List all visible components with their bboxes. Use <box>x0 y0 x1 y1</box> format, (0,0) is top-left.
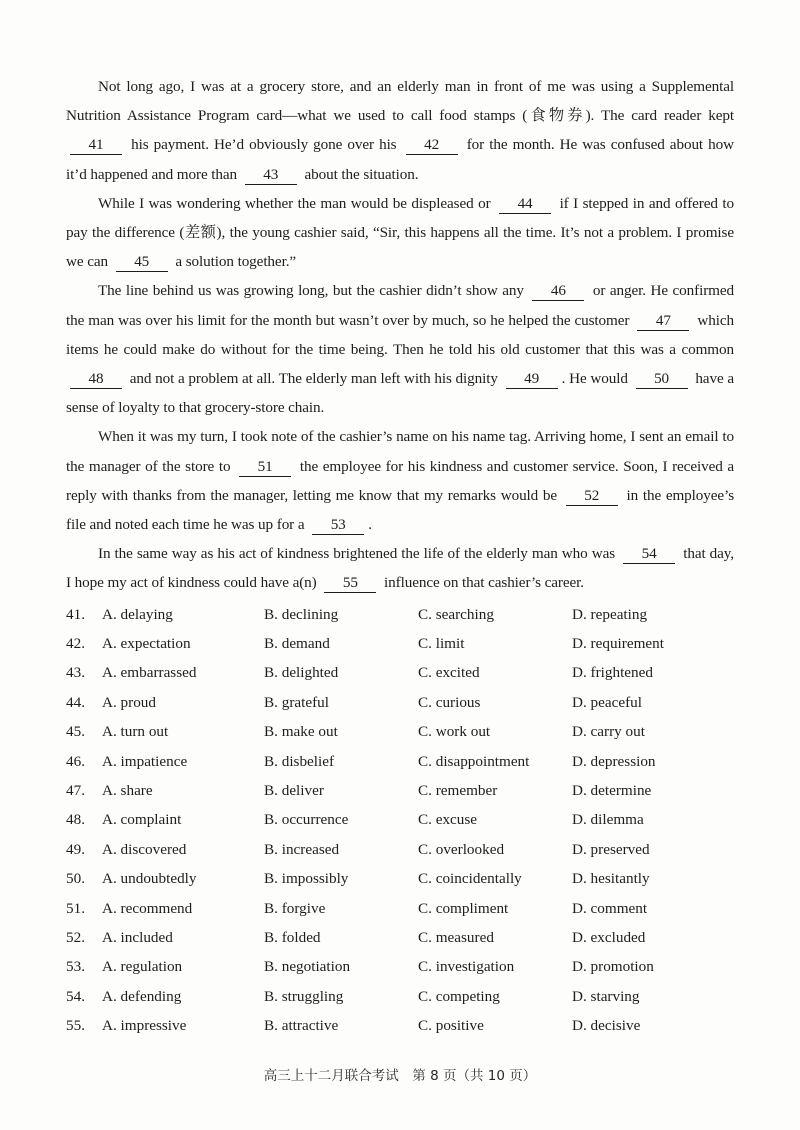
question-number: 53. <box>66 958 85 976</box>
option-a: A. proud <box>102 693 156 711</box>
text-segment: Not long ago, I was at a grocery store, and an elderly man in front of me was using a Supplemental Nutrition Assistance Program card—what we used to call food stamps (食物券). The card reader kept <box>66 78 734 125</box>
option-row-42 <box>66 629 734 658</box>
option-c: C. excuse <box>418 811 478 829</box>
option-d: D. hesitantly <box>572 870 650 888</box>
option-d: D. peaceful <box>572 693 642 711</box>
question-number: 50. <box>66 870 85 888</box>
blank-45: 45 <box>116 253 168 272</box>
option-b: B. occurrence <box>264 811 349 829</box>
option-c: C. excited <box>418 664 480 682</box>
blank-51: 51 <box>239 458 291 477</box>
option-b: B. deliver <box>264 782 324 800</box>
text-segment: in the employee’s file and noted each time he was up for a <box>66 486 734 534</box>
paragraph-3 <box>66 276 734 422</box>
option-d: D. dilemma <box>572 811 644 829</box>
option-c: C. investigation <box>418 958 515 976</box>
option-b: B. disbelief <box>264 752 335 770</box>
blank-47: 47 <box>637 312 689 331</box>
option-d: D. requirement <box>572 635 664 653</box>
option-a: A. defending <box>102 987 182 1005</box>
question-number: 48. <box>66 811 85 829</box>
option-a: A. regulation <box>102 958 183 976</box>
option-c: C. work out <box>418 723 491 741</box>
option-row-51 <box>66 894 734 923</box>
option-d: D. frightened <box>572 664 653 682</box>
option-d: D. repeating <box>572 605 648 623</box>
option-a: A. impatience <box>102 752 188 770</box>
blank-52: 52 <box>566 487 618 506</box>
question-number: 45. <box>66 723 85 741</box>
option-d: D. starving <box>572 987 640 1005</box>
question-number: 41. <box>66 605 85 623</box>
option-b: B. increased <box>264 840 340 858</box>
option-c: C. searching <box>418 605 494 623</box>
option-b: B. negotiation <box>264 958 351 976</box>
blank-53: 53 <box>312 516 364 535</box>
option-row-48 <box>66 806 734 835</box>
option-c: C. overlooked <box>418 840 505 858</box>
blank-41: 41 <box>70 136 122 155</box>
option-c: C. disappointment <box>418 752 530 770</box>
text-segment: which items he could make do without for the time being. Then he told his old customer that this was a common <box>66 311 734 358</box>
question-number: 42. <box>66 635 85 653</box>
option-a: A. included <box>102 928 173 946</box>
option-b: B. demand <box>264 635 330 653</box>
text-segment: The line behind us was growing long, but the cashier didn’t show any <box>98 282 524 300</box>
text-segment: for the month. He was confused about how it’d happened and more than <box>66 136 735 183</box>
question-number: 47. <box>66 782 85 800</box>
option-a: A. turn out <box>102 723 169 741</box>
option-b: B. folded <box>264 928 321 946</box>
question-number: 46. <box>66 752 85 770</box>
option-row-53 <box>66 953 734 982</box>
option-row-44 <box>66 688 734 717</box>
answer-options <box>66 600 734 1041</box>
option-d: D. preserved <box>572 840 650 858</box>
blank-42: 42 <box>406 136 458 155</box>
option-d: D. comment <box>572 899 648 917</box>
text-segment: if I stepped in and offered to pay the difference (差额), the young cashier said, “Sir, this happens all the time. It’s not a problem. I promise we can <box>66 194 734 271</box>
option-c: C. limit <box>418 635 465 653</box>
text-segment: influence on that cashier’s career. <box>384 574 584 592</box>
paragraph-4 <box>66 422 734 539</box>
blank-46: 46 <box>532 282 584 301</box>
question-number: 52. <box>66 928 85 946</box>
text-segment: or anger. He confirmed the man was over his limit for the month but wasn’t over by much, so he helped the customer <box>66 282 734 329</box>
option-b: B. declining <box>264 605 339 623</box>
question-number: 51. <box>66 899 85 917</box>
blank-44: 44 <box>499 195 551 214</box>
option-a: A. complaint <box>102 811 182 829</box>
option-b: B. impossibly <box>264 870 349 888</box>
option-a: A. impressive <box>102 1017 187 1035</box>
option-row-49 <box>66 835 734 864</box>
option-d: D. decisive <box>572 1017 641 1035</box>
blank-55: 55 <box>324 574 376 593</box>
cloze-passage <box>66 72 734 598</box>
text-segment: In the same way as his act of kindness brightened the life of the elderly man who was <box>98 545 616 563</box>
option-row-54 <box>66 982 734 1011</box>
text-segment: and not a problem at all. The elderly man left with his dignity <box>129 370 498 388</box>
option-a: A. embarrassed <box>102 664 197 682</box>
option-c: C. coincidentally <box>418 870 522 888</box>
question-number: 55. <box>66 1017 85 1035</box>
option-d: D. excluded <box>572 928 646 946</box>
text-segment: . He would <box>561 370 628 388</box>
option-c: C. positive <box>418 1017 484 1035</box>
option-row-45 <box>66 718 734 747</box>
option-a: A. delaying <box>102 605 173 623</box>
option-row-41 <box>66 600 734 629</box>
option-a: A. recommend <box>102 899 193 917</box>
option-b: B. forgive <box>264 899 326 917</box>
question-number: 49. <box>66 840 85 858</box>
option-b: B. delighted <box>264 664 339 682</box>
option-row-46 <box>66 747 734 776</box>
text-segment: that day, I hope my act of kindness could have a(n) <box>66 545 734 592</box>
text-segment: When it was my turn, I took note of the cashier’s name on his name tag. Arriving home, I sent an email to the manager of the store to <box>66 428 734 475</box>
text-segment: about the situation. <box>304 165 419 183</box>
option-row-43 <box>66 659 734 688</box>
blank-43: 43 <box>245 166 297 185</box>
text-segment: a solution together.” <box>175 253 297 271</box>
text-segment: While I was wondering whether the man would be displeased or <box>98 194 491 212</box>
option-d: D. determine <box>572 782 652 800</box>
option-c: C. competing <box>418 987 500 1005</box>
option-d: D. promotion <box>572 958 654 976</box>
option-a: A. undoubtedly <box>102 870 197 888</box>
blank-50: 50 <box>636 370 688 389</box>
question-number: 54. <box>66 987 85 1005</box>
option-a: A. discovered <box>102 840 187 858</box>
option-c: C. curious <box>418 693 481 711</box>
option-b: B. struggling <box>264 987 344 1005</box>
text-segment: his payment. He’d obviously gone over his <box>131 136 397 154</box>
blank-49: 49 <box>506 370 558 389</box>
text-segment: . <box>368 516 372 534</box>
option-row-52 <box>66 923 734 952</box>
text-segment: the employee for his kindness and customer service. Soon, I received a reply with thanks from the manager, letting me know that my remarks would be <box>66 457 735 504</box>
blank-48: 48 <box>70 370 122 389</box>
text-segment: have a sense of loyalty to that grocery-store chain. <box>66 370 734 417</box>
paragraph-2 <box>66 189 734 277</box>
option-c: C. measured <box>418 928 494 946</box>
option-a: A. expectation <box>102 635 191 653</box>
option-b: B. attractive <box>264 1017 339 1035</box>
option-b: B. make out <box>264 723 338 741</box>
option-row-50 <box>66 865 734 894</box>
option-c: C. compliment <box>418 899 509 917</box>
option-a: A. share <box>102 782 153 800</box>
option-row-47 <box>66 776 734 805</box>
option-d: D. depression <box>572 752 656 770</box>
blank-54: 54 <box>623 545 675 564</box>
page-footer: 高三上十二月联合考试 第 8 页（共 10 页） <box>263 1068 537 1084</box>
question-number: 44. <box>66 693 85 711</box>
option-b: B. grateful <box>264 693 329 711</box>
question-number: 43. <box>66 664 85 682</box>
option-row-55 <box>66 1011 734 1040</box>
paragraph-1 <box>66 72 734 189</box>
paragraph-5 <box>66 539 734 597</box>
option-c: C. remember <box>418 782 498 800</box>
option-d: D. carry out <box>572 723 645 741</box>
